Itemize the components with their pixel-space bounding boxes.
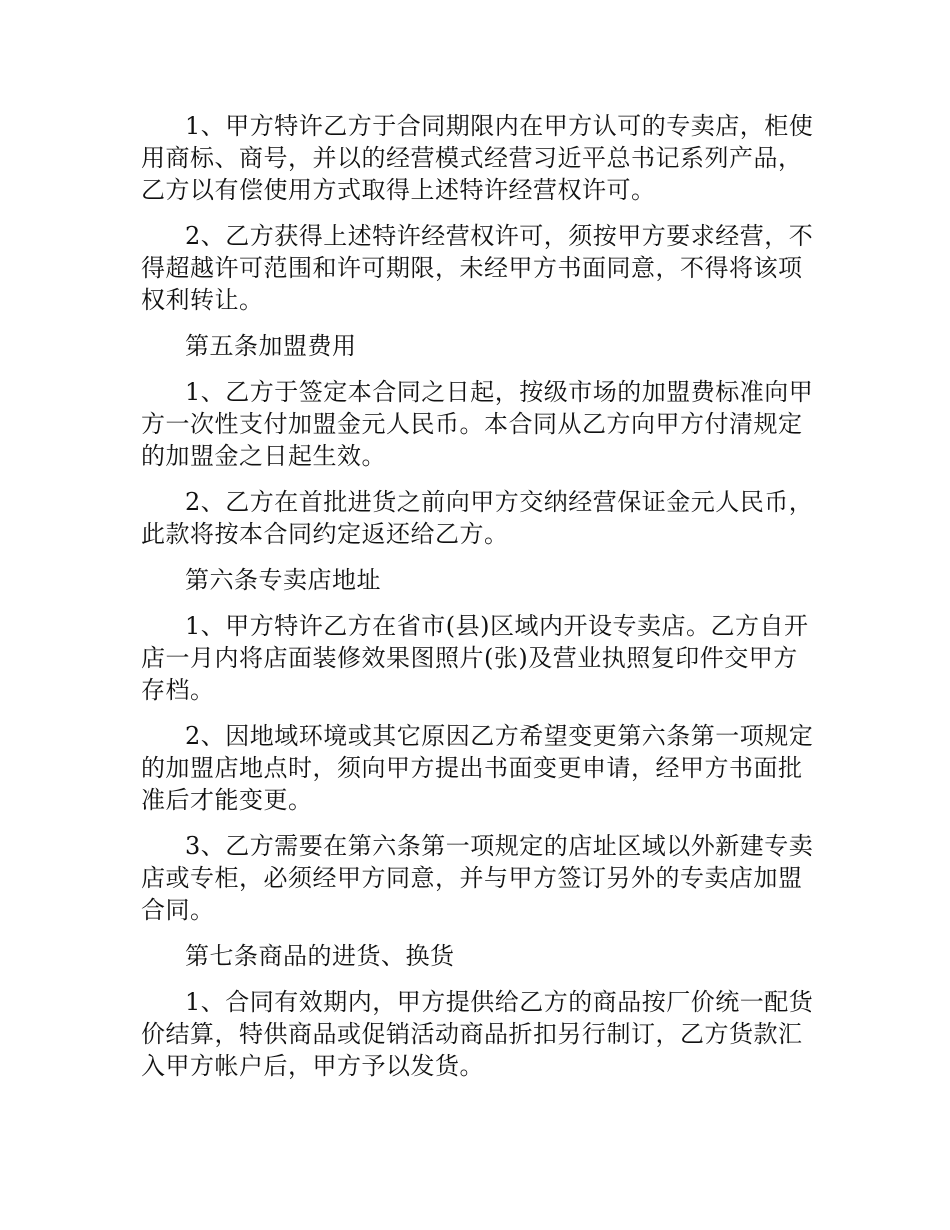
section-heading: 第五条加盟费用: [185, 332, 357, 360]
clause-paragraph: 2、因地域环境或其它原因乙方希望变更第六条第一项规定的加盟店地点时，须向甲方提出书面变更申请，经甲方书面批准后才能变更。: [141, 722, 814, 814]
clause-paragraph: 1、乙方于签定本合同之日起，按级市场的加盟费标准向甲方一次性支付加盟金元人民币。本合同从乙方向甲方付清规定的加盟金之日起生效。: [141, 378, 814, 470]
clause-paragraph: 2、乙方在首批进货之前向甲方交纳经营保证金元人民币，此款将按本合同约定返还给乙方。: [141, 488, 814, 548]
clause-paragraph: 1、甲方特许乙方于合同期限内在甲方认可的专卖店，柜使用商标、商号，并以的经营模式经营习近平总书记系列产品，乙方以有偿使用方式取得上述特许经营权许可。: [141, 112, 814, 204]
section-heading: 第六条专卖店地址: [185, 566, 381, 594]
section-heading: 第七条商品的进货、换货: [185, 942, 455, 970]
clause-paragraph: 1、合同有效期内，甲方提供给乙方的商品按厂价统一配货价结算，特供商品或促销活动商品折扣另行制订，乙方货款汇入甲方帐户后，甲方予以发货。: [141, 988, 814, 1080]
clause-paragraph: 1、甲方特许乙方在省市(县)区域内开设专卖店。乙方自开店一月内将店面装修效果图照片(张)及营业执照复印件交甲方存档。: [141, 612, 809, 704]
clause-paragraph: 2、乙方获得上述特许经营权许可，须按甲方要求经营，不得超越许可范围和许可期限，未经甲方书面同意，不得将该项权利转让。: [141, 222, 814, 314]
clause-paragraph: 3、乙方需要在第六条第一项规定的店址区域以外新建专卖店或专柜，必须经甲方同意，并与甲方签订另外的专卖店加盟合同。: [141, 832, 814, 924]
document-page: [141, 110, 821, 1096]
